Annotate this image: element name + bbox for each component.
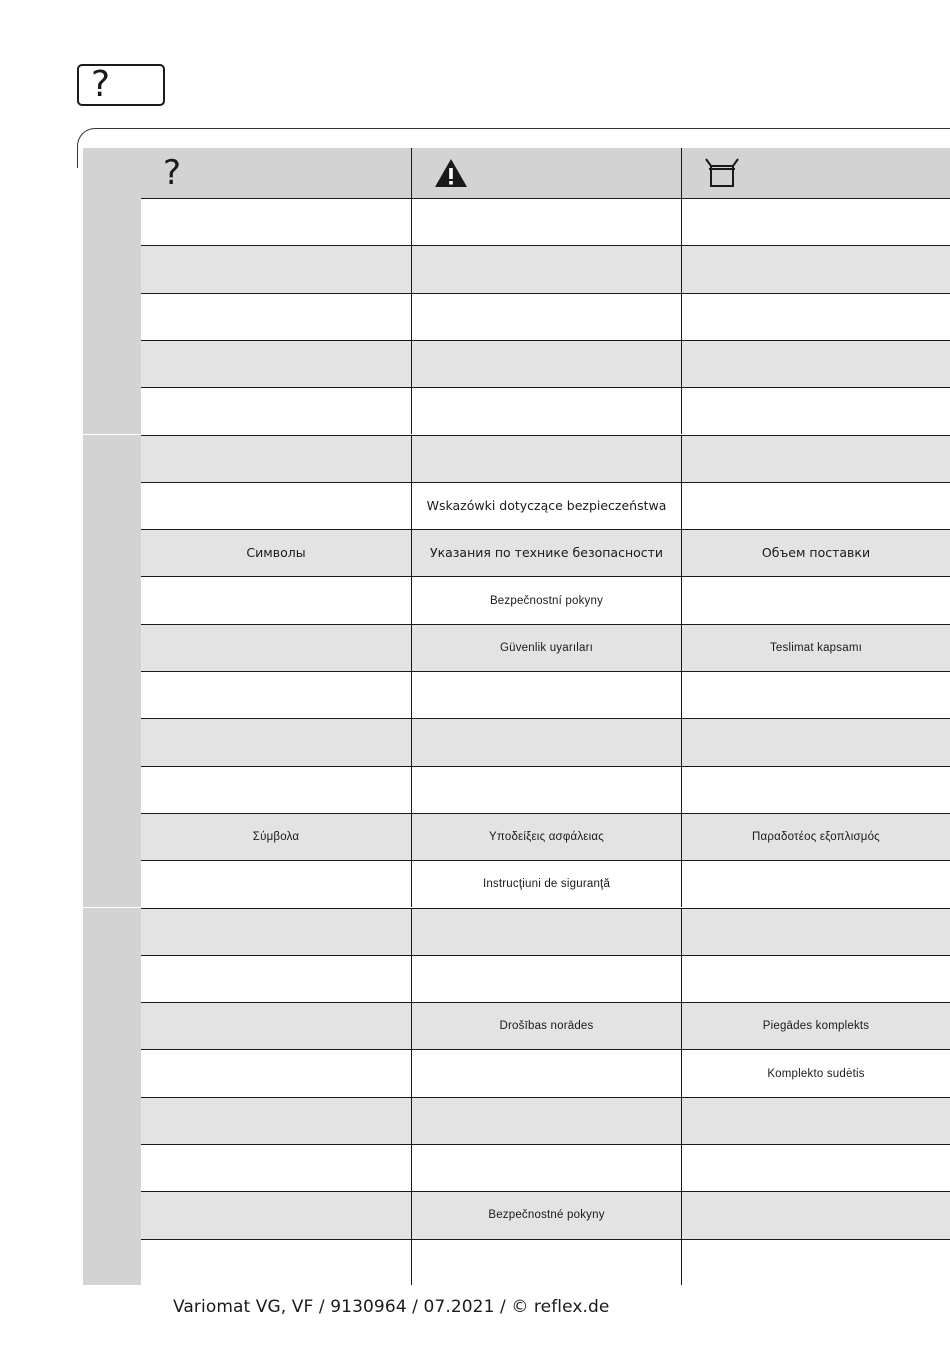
table-cell: Bezpečnostní pokyny: [411, 576, 681, 623]
table-cell: [411, 198, 681, 245]
table-cell: [681, 955, 950, 1002]
table-cell: Σύμβολα: [141, 813, 411, 860]
warning-triangle-icon: [434, 157, 468, 189]
table-row: [83, 435, 950, 482]
table-cell: Güvenlik uyarıları: [411, 624, 681, 671]
table-header-row: [83, 148, 950, 198]
table-row: [83, 860, 950, 907]
table-cell: [681, 1144, 950, 1191]
table-cell: [681, 671, 950, 718]
table-row: [83, 1002, 950, 1049]
table-row: [83, 1191, 950, 1238]
table-row: [83, 1239, 950, 1285]
row-index-cell: [83, 1144, 141, 1191]
table-cell: [141, 482, 411, 529]
row-index-cell: [83, 1097, 141, 1144]
table-row: [83, 482, 950, 529]
table-cell: [411, 1144, 681, 1191]
table-cell: [411, 340, 681, 387]
table-cell: [141, 1191, 411, 1238]
row-index-cell: [83, 245, 141, 292]
header-symbols-cell: [141, 148, 411, 198]
table-row: [83, 340, 950, 387]
table-cell: [141, 766, 411, 813]
table-row: [83, 813, 950, 860]
table-row: [83, 1144, 950, 1191]
row-index-cell: [83, 1049, 141, 1096]
table-row: [83, 718, 950, 765]
row-index-cell: [83, 671, 141, 718]
table-cell: Drošības norādes: [411, 1002, 681, 1049]
table-cell: [681, 340, 950, 387]
table-cell: [411, 718, 681, 765]
header-delivery-cell: [681, 148, 950, 198]
table-cell: [411, 387, 681, 434]
table-cell: [681, 293, 950, 340]
row-index-cell: [83, 387, 141, 434]
table-cell: Указания по технике безопасности: [411, 529, 681, 576]
row-index-cell: [83, 813, 141, 860]
table-cell: Объем поставки: [681, 529, 950, 576]
table-cell: [141, 1144, 411, 1191]
table-cell: Komplekto sudėtis: [681, 1049, 950, 1096]
table-cell: [141, 293, 411, 340]
table-row: [83, 955, 950, 1002]
table-cell: [411, 435, 681, 482]
row-index-cell: [83, 340, 141, 387]
table-cell: [681, 1239, 950, 1285]
table-cell: [681, 1097, 950, 1144]
table-row: [83, 576, 950, 623]
table-cell: Υποδείξεις ασφάλειας: [411, 813, 681, 860]
table-cell: [411, 1239, 681, 1285]
table-cell: [411, 766, 681, 813]
table-cell: [141, 1239, 411, 1285]
row-index-cell: [83, 435, 141, 482]
table-cell: [681, 860, 950, 907]
table-cell: [141, 340, 411, 387]
table-cell: [141, 1097, 411, 1144]
table-cell: Символы: [141, 529, 411, 576]
table-cell: Παραδοτέος εξοπλισμός: [681, 813, 950, 860]
row-index-cell: [83, 1002, 141, 1049]
document-footer: Variomat VG, VF / 9130964 / 07.2021 / © reflex.de: [173, 1297, 610, 1317]
row-index-cell: [83, 908, 141, 955]
table-row: [83, 1049, 950, 1096]
table-cell: [411, 908, 681, 955]
table-cell: [141, 908, 411, 955]
table-cell: [141, 435, 411, 482]
table-cell: [681, 482, 950, 529]
row-index-cell: [83, 482, 141, 529]
table-row: [83, 766, 950, 813]
row-index-cell: [83, 624, 141, 671]
table-cell: [681, 718, 950, 765]
table-row: [83, 1097, 950, 1144]
table-cell: [681, 1191, 950, 1238]
table-row: [83, 624, 950, 671]
row-index-cell: [83, 860, 141, 907]
table-cell: [141, 860, 411, 907]
table-cell: [141, 624, 411, 671]
table-cell: [411, 1097, 681, 1144]
table-cell: [141, 576, 411, 623]
table-row: [83, 671, 950, 718]
table-cell: [141, 671, 411, 718]
row-index-cell: [83, 718, 141, 765]
table-cell: [681, 245, 950, 292]
table-cell: [141, 955, 411, 1002]
row-index-cell: [83, 766, 141, 813]
table-cell: Wskazówki dotyczące bezpieczeństwa: [411, 482, 681, 529]
table-cell: [141, 387, 411, 434]
row-index-cell: [83, 955, 141, 1002]
table-cell: [681, 387, 950, 434]
table-row: [83, 245, 950, 292]
table-cell: [411, 955, 681, 1002]
table-cell: [141, 1049, 411, 1096]
table-cell: Piegādes komplekts: [681, 1002, 950, 1049]
table-cell: [681, 908, 950, 955]
row-index-cell: [83, 1239, 141, 1285]
table-cell: [141, 718, 411, 765]
table-row: [83, 387, 950, 434]
table-row: [83, 529, 950, 576]
table-cell: [141, 1002, 411, 1049]
row-index-cell: [83, 1191, 141, 1238]
row-index-cell: [83, 529, 141, 576]
table-cell: Bezpečnostné pokyny: [411, 1191, 681, 1238]
table-cell: [681, 435, 950, 482]
question-mark-icon: ?: [163, 153, 182, 193]
table-cell: [681, 576, 950, 623]
table-cell: [141, 245, 411, 292]
row-index-cell: [83, 198, 141, 245]
header-index-cell: [83, 148, 141, 198]
table-cell: [411, 245, 681, 292]
table-cell: [681, 198, 950, 245]
table-cell: [411, 671, 681, 718]
table-cell: [411, 1049, 681, 1096]
table-cell: [141, 198, 411, 245]
question-mark-box: [77, 64, 165, 106]
row-index-cell: [83, 293, 141, 340]
table-cell: Teslimat kapsamı: [681, 624, 950, 671]
table-cell: [411, 293, 681, 340]
table-row: [83, 198, 950, 245]
open-box-icon: [704, 157, 740, 189]
table-cell: Instrucţiuni de siguranţă: [411, 860, 681, 907]
table-row: [83, 908, 950, 955]
table-row: [83, 293, 950, 340]
row-index-cell: [83, 576, 141, 623]
table-cell: [681, 766, 950, 813]
header-safety-cell: [411, 148, 681, 198]
question-mark-icon: ?: [91, 64, 111, 105]
